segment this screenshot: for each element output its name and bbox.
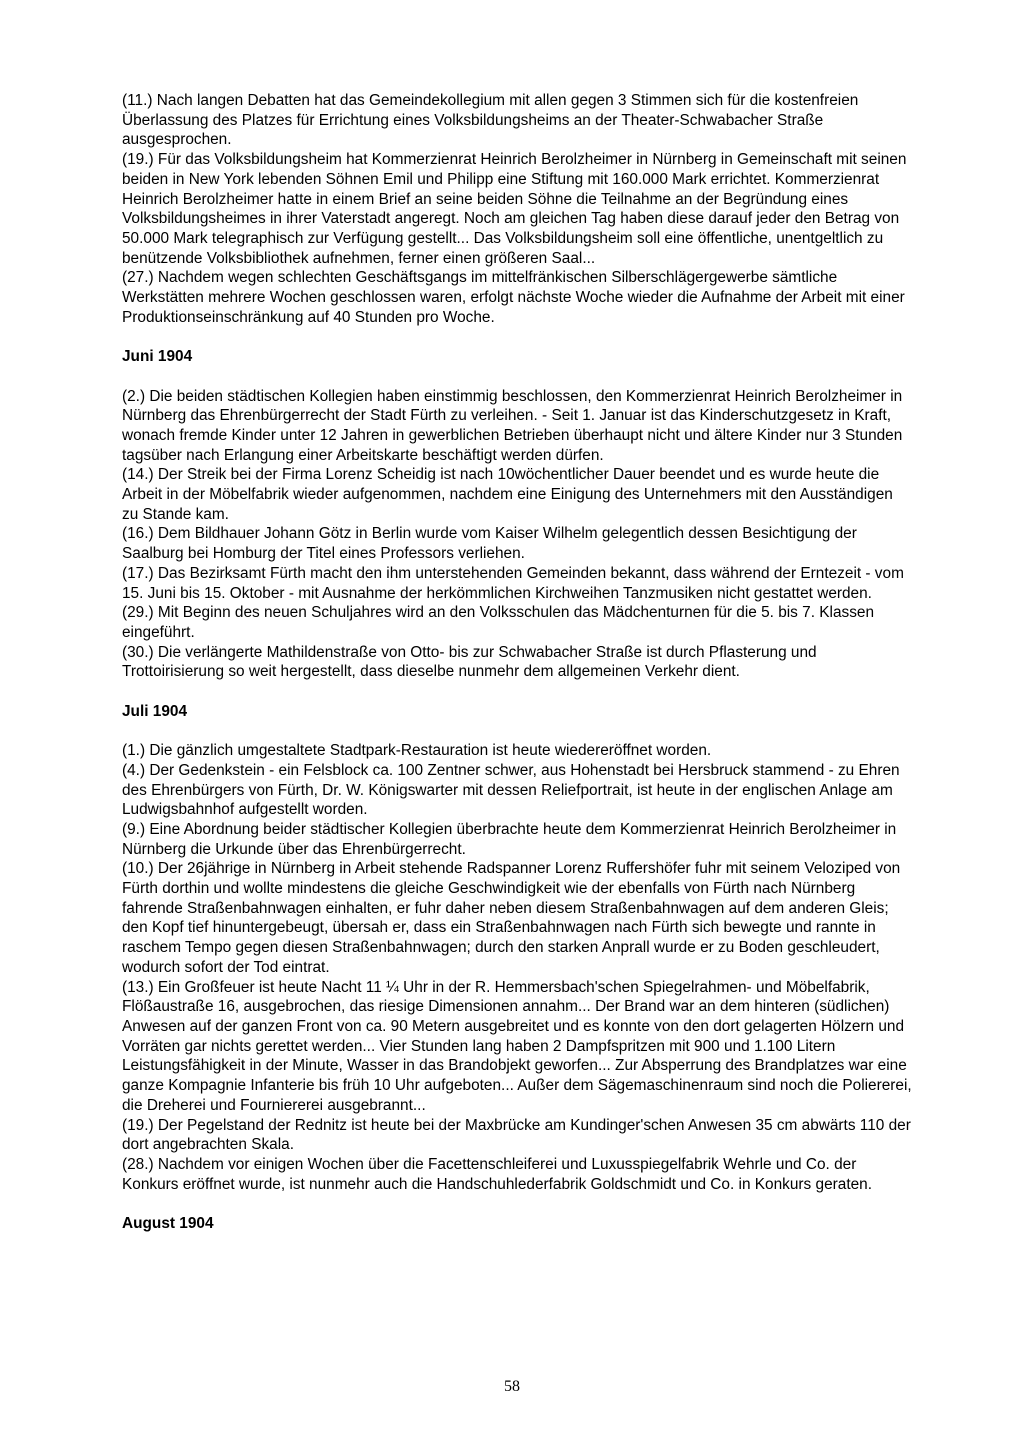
entry: (28.) Nachdem vor einigen Wochen über die Facettenschleiferei und Luxusspiegelfabrik Wehrle und Co. der Konkurs eröffnet wurde, ist nunmehr auch die Handschuhlederfabrik Goldschmidt und Co. in Konkurs geraten. <box>122 1155 873 1193</box>
entry: (19.) Der Pegelstand der Rednitz ist heute bei der Maxbrücke am Kundinger'schen Anwesen 35 cm abwärts 110 der dort angebrachten Skala. <box>122 1116 911 1154</box>
entry: (13.) Ein Großfeuer ist heute Nacht 11 ¼ Uhr in der R. Hemmersbach'schen Spiegelrahmen- und Möbelfabrik, Flößaustraße 16, ausgebrochen, das riesige Dimensionen annahm... Der Brand war an dem hinteren (südlichen) Anwesen auf der ganzen Front von ca. 90 Metern ausgebreitet und es konnte von den dort gelagerten Hölzern und Vorräten gar nichts gerettet werden... Vier Stunden lang haben 2 Dampfspritzen mit 900 und 1.100 Litern Leistungsfähigkeit in der Minute, Wasser in das Brandobjekt geworfen... Zur Absperrung des Brandplatzes war eine ganze Kompagnie Infanterie bis früh 10 Uhr aufgeboten... Außer dem Sägemaschinenraum sind noch die Poliererei, die Dreherei und Fourniererei ausgebrannt... <box>122 978 912 1114</box>
section-juli-1904 <box>122 702 912 1195</box>
month-heading: August 1904 <box>122 1215 214 1232</box>
entry: (4.) Der Gedenkstein - ein Felsblock ca. 100 Zentner schwer, aus Hohenstadt bei Hersbruck stammend - zu Ehren des Ehrenbürgers von Fürth, Dr. W. Königswarter mit dessen Reliefportrait, ist heute in der englischen Anlage am Ludwigsbahnhof aufgestellt worden. <box>122 761 900 819</box>
page-number: 58 <box>504 1378 520 1395</box>
entry: (11.) Nach langen Debatten hat das Gemeindekollegium mit allen gegen 3 Stimmen sich für die kostenfreien Überlassung des Platzes für Errichtung eines Volksbildungsheims an der Theater-Schwabacher Straße ausgesprochen. <box>122 92 859 149</box>
entry: (2.) Die beiden städtischen Kollegien haben einstimmig beschlossen, den Kommerzienrat Heinrich Berolzheimer in Nürnberg das Ehrenbürgerrecht der Stadt Fürth zu verleihen. - Seit 1. Januar ist das Kinderschutzgesetz in Kraft, wonach fremde Kinder unter 12 Jahren in gewerblichen Betrieben überhaupt nicht und ältere Kinder nur 3 Stunden tagsüber nach Erlangung einer Arbeitskarte beschäftigt werden dürfen. <box>122 387 903 464</box>
section-mai-continued <box>122 91 912 327</box>
entry: (14.) Der Streik bei der Firma Lorenz Scheidig ist nach 10wöchentlicher Dauer beendet und es wurde heute die Arbeit in der Möbelfabrik wieder aufgenommen, nachdem eine Einigung des Unternehmers mit den Ausständigen zu Stande kam. <box>122 466 893 523</box>
month-heading: Juni 1904 <box>122 348 193 366</box>
entry: (10.) Der 26jährige in Nürnberg in Arbeit stehende Radspanner Lorenz Ruffershöfer fuhr mit seinem Veloziped von Fürth dorthin und wollte mindestens die gleiche Geschwindigkeit wie der ebenfalls von Fürth nach Nürnberg fahrende Straßenbahnwagen einhalten, er fuhr daher neben diesem Straßenbahnwagen auf dem anderen Gleis; den Kopf tief hinuntergebeugt, übersah er, dass ein Straßenbahnwagen nach Fürth sich bewegte und rannte in raschem Tempo gegen diesen Straßenbahnwagen; durch den starken Anprall wurde er zu Boden geschleudert, wodurch sofort der Tod eintrat. <box>122 860 901 976</box>
page-content <box>122 91 912 1253</box>
entry: (19.) Für das Volksbildungsheim hat Kommerzienrat Heinrich Berolzheimer in Nürnberg in Gemeinschaft mit seinen beiden in New York lebenden Söhnen Emil und Philipp eine Stiftung mit 160.000 Mark errichtet. Kommerzienrat Heinrich Berolzheimer hatte in einem Brief an seine beiden Söhne die Teilnahme an der Begründung eines Volksbildungsheimes in ihrer Vaterstadt angeregt. Noch am gleichen Tag haben diese darauf jeder den Betrag von 50.000 Mark telegraphisch zur Verfügung gestellt... Das Volksbildungsheim soll eine öffentliche, unentgeltlich zu benützende Volksbibliothek aufnehmen, ferner einen größeren Saal... <box>122 151 907 267</box>
entry: (9.) Eine Abordnung beider städtischer Kollegien überbrachte heute dem Kommerzienrat Heinrich Berolzheimer in Nürnberg die Urkunde über das Ehrenbürgerrecht. <box>122 820 897 858</box>
entry: (16.) Dem Bildhauer Johann Götz in Berlin wurde vom Kaiser Wilhelm gelegentlich dessen Besichtigung der Saalburg bei Homburg der Titel eines Professors verliehen. <box>122 525 857 563</box>
section-juni-1904 <box>122 347 912 682</box>
entry: (27.) Nachdem wegen schlechten Geschäftsgangs im mittelfränkischen Silberschlägergewerbe sämtliche Werkstätten mehrere Wochen geschlossen waren, erfolgt nächste Woche wieder die Aufnahme der Arbeit mit einer Produktionseinschränkung auf 40 Stunden pro Woche. <box>122 269 905 326</box>
section-august-1904 <box>122 1214 912 1234</box>
entry: (29.) Mit Beginn des neuen Schuljahres wird an den Volksschulen das Mädchenturnen für die 5. bis 7. Klassen eingeführt. <box>122 604 875 641</box>
entry: (1.) Die gänzlich umgestaltete Stadtpark-Restauration ist heute wiedereröffnet worden. <box>122 742 712 760</box>
entry: (17.) Das Bezirksamt Fürth macht den ihm unterstehenden Gemeinden bekannt, dass während der Erntezeit - vom 15. Juni bis 15. Oktober - mit Ausnahme der herkömmlichen Kirchweihen Tanzmusiken nicht gestattet werden. <box>122 564 904 602</box>
month-heading: Juli 1904 <box>122 702 188 720</box>
entry: (30.) Die verlängerte Mathildenstraße von Otto- bis zur Schwabacher Straße ist durch Pflasterung und Trottoirisierung so weit hergestellt, dass dieselbe nunmehr dem allgemeinen Verkehr dient. <box>122 643 817 681</box>
